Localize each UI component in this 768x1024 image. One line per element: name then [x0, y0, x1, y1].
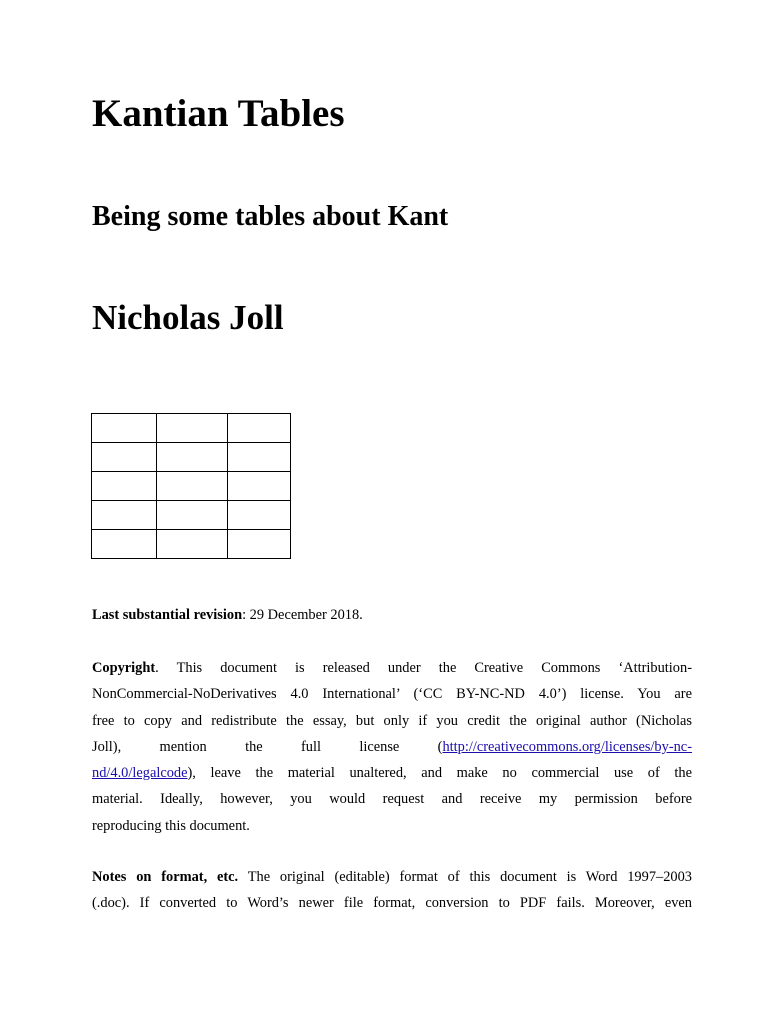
notes-text-1: The original (editable) format of this document is Word 1997–2003 [238, 869, 692, 885]
table-cell [92, 414, 157, 443]
table-cell [92, 501, 157, 530]
license-link-continued[interactable]: nd/4.0/legalcode [92, 765, 188, 782]
copyright-line-7: reproducing this document. [92, 817, 250, 834]
copyright-text-1: . This document is released under the Creative Commons ‘Attribution- [155, 660, 692, 676]
license-link[interactable]: http://creativecommons.org/licenses/by-nc- [442, 738, 692, 755]
copyright-label: Copyright [92, 660, 156, 676]
notes-paragraph [92, 864, 692, 917]
document-title: Kantian Tables [92, 92, 345, 135]
author-name: Nicholas Joll [92, 298, 284, 337]
table-row [92, 472, 291, 501]
table-cell [228, 414, 291, 443]
revision-line [92, 602, 692, 628]
table-cell [228, 530, 291, 559]
table-cell [228, 501, 291, 530]
table-cell [92, 530, 157, 559]
table-cell [228, 472, 291, 501]
table-cell [157, 443, 228, 472]
copyright-text-4: Joll), mention the full license ( [92, 738, 443, 755]
copyright-line-2: NonCommercial-NoDerivatives 4.0 International’ (‘CC BY-NC-ND 4.0’) license. You are [92, 686, 692, 703]
notes-label: Notes on format, etc. [92, 869, 239, 885]
table-cell [157, 530, 228, 559]
copyright-line-5 [92, 760, 692, 786]
table-cell [157, 501, 228, 530]
copyright-line-1 [92, 655, 692, 681]
copyright-text-5: ), leave the material unaltered, and make no commercial use of the [187, 765, 692, 782]
table-cell [92, 472, 157, 501]
copyright-line-4 [92, 734, 692, 760]
notes-line-1 [92, 864, 692, 890]
document-subtitle: Being some tables about Kant [92, 201, 449, 232]
table-row [92, 414, 291, 443]
table-cell [157, 414, 228, 443]
table-row [92, 501, 291, 530]
table-cell [228, 443, 291, 472]
notes-line-2: (.doc). If converted to Word’s newer file format, conversion to PDF fails. Moreover, even [92, 895, 692, 912]
copyright-paragraph [92, 655, 692, 839]
copyright-line-3: free to copy and redistribute the essay, but only if you credit the original author (Nicholas [92, 712, 692, 729]
copyright-line-6: material. Ideally, however, you would request and receive my permission before [92, 791, 692, 808]
table-row [92, 443, 291, 472]
table-cell [92, 443, 157, 472]
revision-label: Last substantial revision [92, 607, 243, 623]
revision-date: : 29 December 2018. [242, 607, 363, 623]
table-row [92, 530, 291, 559]
decorative-empty-table [91, 413, 291, 559]
table-cell [157, 472, 228, 501]
revision-paragraph [92, 602, 692, 628]
